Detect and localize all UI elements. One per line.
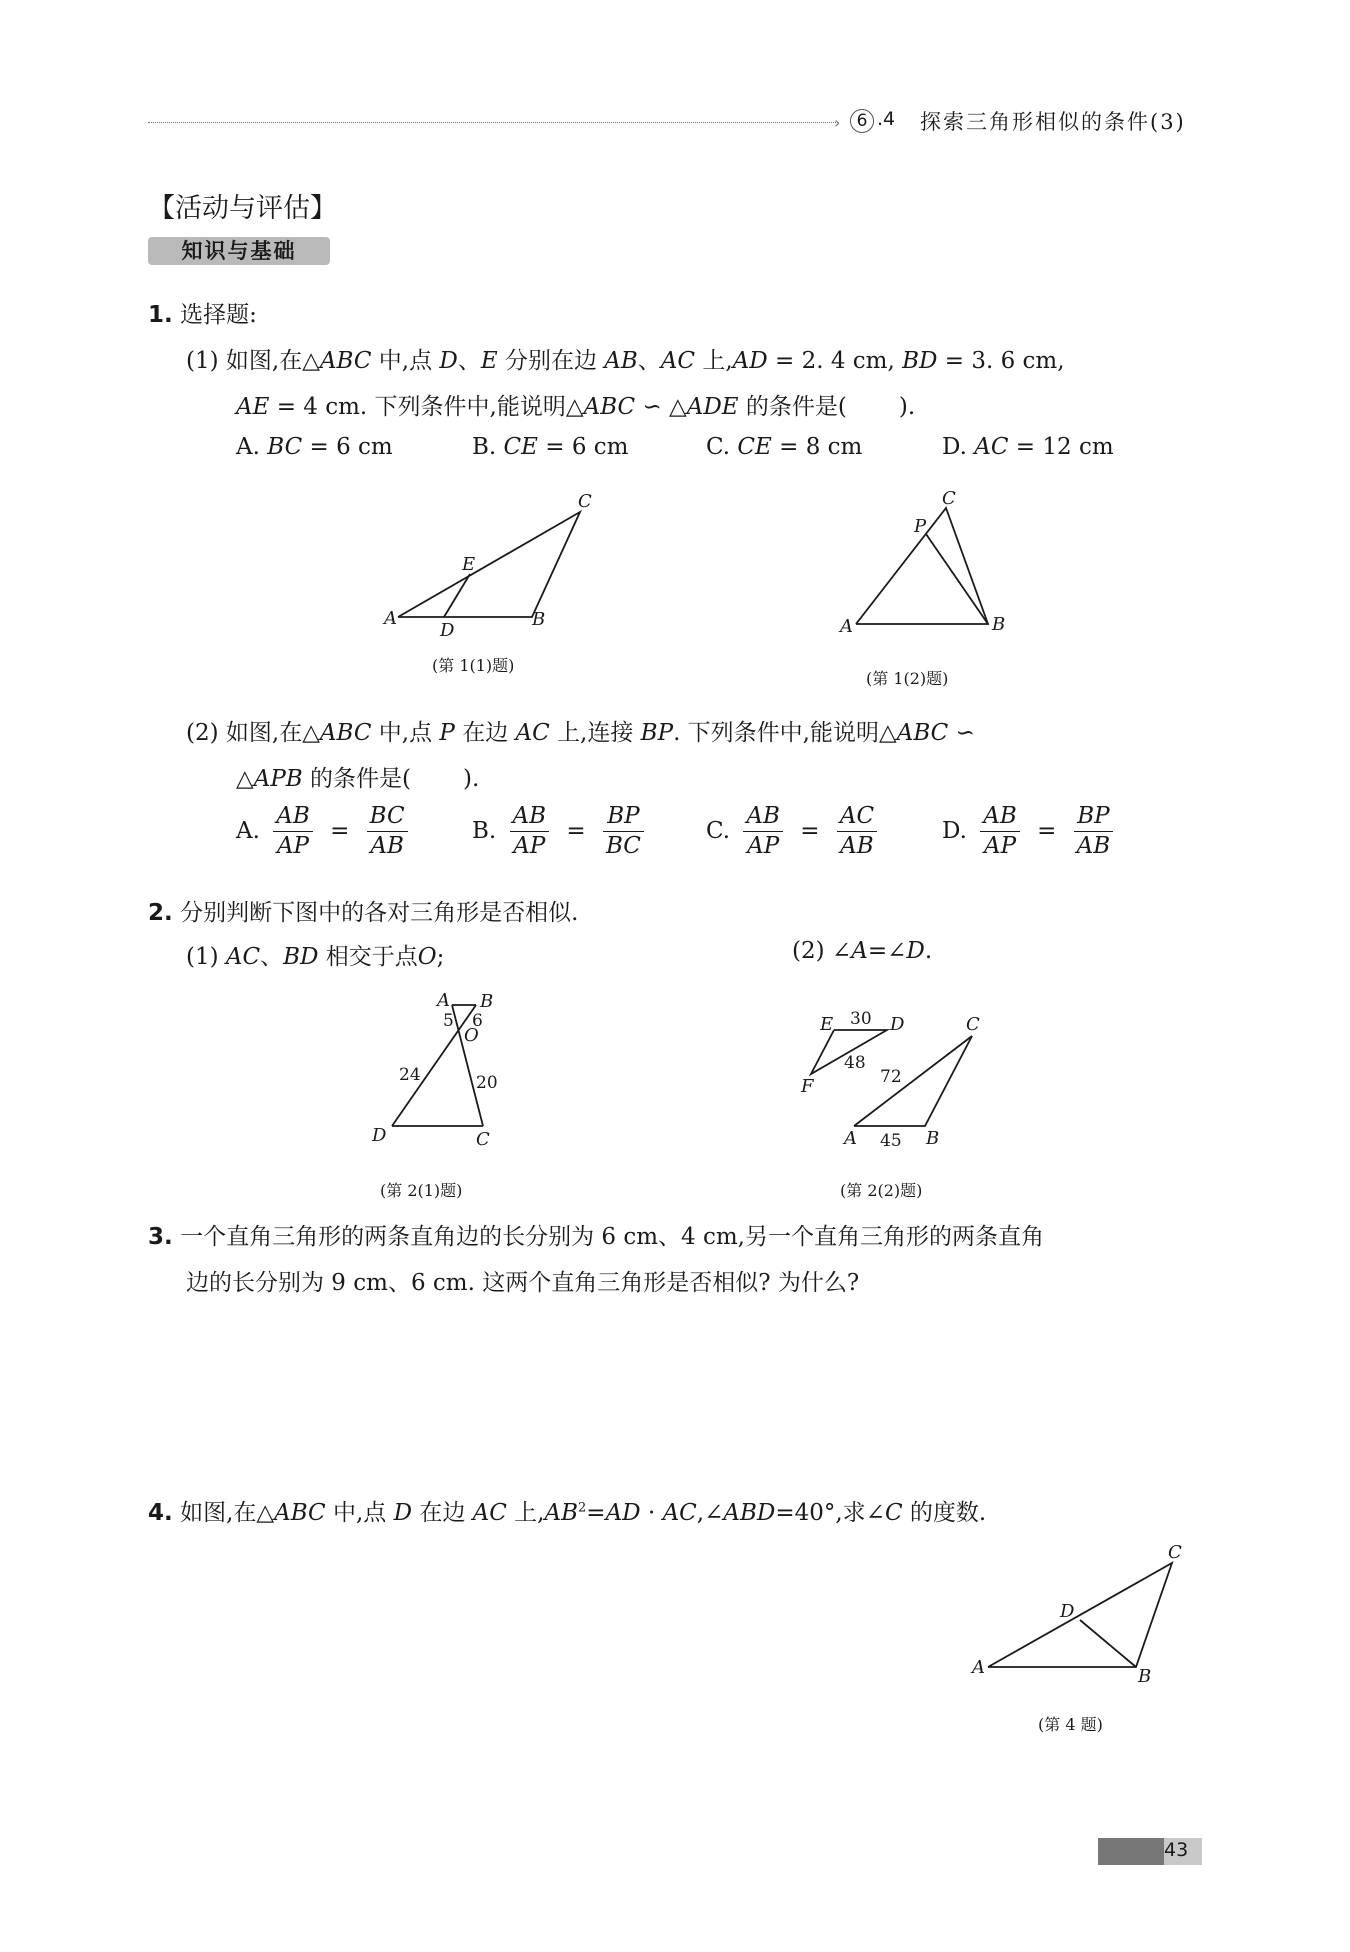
- fig2-1-length-5: 5: [443, 1011, 454, 1031]
- fig4-label-d: D: [1060, 1601, 1075, 1622]
- fig2-1-length-24: 24: [399, 1065, 421, 1085]
- activity-heading: 【活动与评估】: [148, 193, 337, 224]
- page-number: 43: [1164, 1839, 1189, 1861]
- q1-1-line1: (1) 如图,在△ABC 中,点 D、E 分别在边 AB、AC 上,AD = 2. 4 cm, BD = 3. 6 cm,: [186, 348, 1065, 374]
- fig4-caption: (第 4 题): [1038, 1715, 1103, 1734]
- q1-heading: 1. 选择题:: [148, 302, 257, 328]
- q4-text: 4. 如图,在△ABC 中,点 D 在边 AC 上$,AB^2=AD$ · AC,∠ABD=40°,求∠C 的度数.: [148, 1500, 987, 1526]
- fig1-1-label-c: C: [578, 491, 592, 512]
- fig2-2-label-c: C: [966, 1014, 980, 1035]
- fig1-1-label-e: E: [462, 554, 476, 575]
- q2-heading: 2. 分别判断下图中的各对三角形是否相似.: [148, 900, 579, 926]
- fig2-2-length-30: 30: [850, 1009, 872, 1029]
- fig1-1-caption: (第 1(1)题): [432, 656, 515, 675]
- fig2-2-label-b: B: [926, 1128, 940, 1149]
- fig2-2-length-45: 45: [880, 1131, 902, 1151]
- section-number: .4: [877, 108, 896, 130]
- fig1-2-label-p: P: [914, 516, 927, 537]
- q1-1-option-d: D. AC = 12 cm: [942, 434, 1114, 460]
- fig2-2-caption: (第 2(2)题): [840, 1181, 923, 1200]
- q1-1-option-a: A. BC = 6 cm: [236, 434, 393, 460]
- q2-sub1: (1) AC、BD 相交于点O;: [186, 944, 445, 970]
- q1-1-line2: AE = 4 cm. 下列条件中,能说明△ABC ∽ △ADE 的条件是( ).: [236, 394, 916, 420]
- fig2-1-label-d: D: [372, 1125, 387, 1146]
- fig2-2-label-d: D: [890, 1014, 905, 1035]
- q1-2-option-b: B. $\frac{AB}{AP}$ = $\frac{BP}{BC}$: [472, 802, 646, 861]
- fig4-label-c: C: [1168, 1542, 1182, 1563]
- fig1-1-label-b: B: [532, 609, 546, 630]
- fig4-label-b: B: [1138, 1666, 1152, 1687]
- fig2-1-caption: (第 2(1)题): [380, 1181, 463, 1200]
- fig2-1-length-6: 6: [472, 1011, 483, 1031]
- q3-line1: 3. 一个直角三角形的两条直角边的长分别为 6 cm、4 cm,另一个直角三角形的两条直角: [148, 1224, 1044, 1250]
- fig2-2-label-f: F: [801, 1076, 814, 1097]
- q1-2-line2: △APB 的条件是( ).: [236, 766, 480, 792]
- q1-2-option-d: D. $\frac{AB}{AP}$ = $\frac{BP}{AB}$: [942, 802, 1115, 861]
- fig1-1-label-a: A: [384, 608, 397, 629]
- fig1-2-label-c: C: [942, 488, 956, 509]
- figure-4-triangle: [988, 1563, 1172, 1667]
- page-number-bar-dark: [1098, 1838, 1164, 1865]
- fig2-1-label-b: B: [480, 991, 494, 1012]
- fig2-2-length-72: 72: [880, 1067, 902, 1087]
- q1-2-option-c: C. $\frac{AB}{AP}$ = $\frac{AC}{AB}$: [706, 802, 879, 861]
- fig4-label-a: A: [972, 1657, 985, 1678]
- knowledge-badge: 知识与基础: [148, 237, 330, 265]
- fig1-1-label-d: D: [440, 620, 455, 641]
- q1-1-option-b: B. CE = 6 cm: [472, 434, 629, 460]
- fig2-1-label-o: O: [464, 1025, 479, 1046]
- q1-2-line1: (2) 如图,在△ABC 中,点 P 在边 AC 上,连接 BP. 下列条件中,能说明△ABC ∽: [186, 720, 975, 746]
- fig1-2-caption: (第 1(2)题): [866, 669, 949, 688]
- chapter-number-circle: 6: [850, 109, 874, 133]
- fig2-1-length-20: 20: [476, 1073, 498, 1093]
- q3-line2: 边的长分别为 9 cm、6 cm. 这两个直角三角形是否相似? 为什么?: [186, 1270, 860, 1296]
- q2-sub2: (2) ∠A=∠D.: [792, 938, 933, 964]
- q1-2-option-a: A. $\frac{AB}{AP}$ = $\frac{BC}{AB}$: [236, 802, 410, 861]
- fig2-2-label-a: A: [844, 1128, 857, 1149]
- fig1-2-label-b: B: [992, 614, 1006, 635]
- fig2-1-label-c: C: [476, 1129, 490, 1150]
- figure-1-1-triangle: [398, 512, 580, 617]
- fig2-1-label-a: A: [437, 990, 450, 1011]
- fig2-2-length-48: 48: [844, 1053, 866, 1073]
- header-arrow-icon: ›: [834, 113, 841, 132]
- section-title: 探索三角形相似的条件(3): [920, 110, 1186, 134]
- q1-1-option-c: C. CE = 8 cm: [706, 434, 863, 460]
- fig2-2-label-e: E: [820, 1014, 834, 1035]
- fig1-2-label-a: A: [840, 616, 853, 637]
